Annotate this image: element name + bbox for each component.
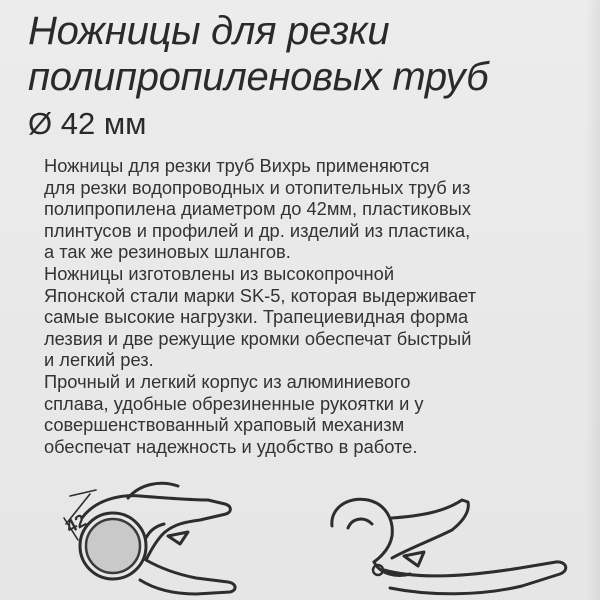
description-line: Прочный и легкий корпус из алюминиевого bbox=[44, 370, 411, 392]
cutter-with-pipe-drawing bbox=[64, 483, 235, 594]
pipe-cross-section bbox=[86, 519, 140, 573]
product-title bbox=[28, 8, 588, 144]
jaw-outline bbox=[332, 499, 392, 562]
description-line: полипропилена диаметром до 42мм, пластиковых bbox=[44, 198, 471, 220]
title-diameter: Ø 42 мм bbox=[28, 106, 147, 141]
description-line: лезвия и две режущие кромки обеспечат быстрый bbox=[44, 327, 472, 349]
description-text bbox=[44, 155, 594, 457]
description-line: сплава, удобные обрезиненные рукоятки и у bbox=[44, 392, 424, 414]
description-line: и легкий рез. bbox=[44, 349, 154, 371]
description-line: Японской стали марки SK-5, которая выдерживает bbox=[44, 284, 477, 306]
description-line: а так же резиновых шлангов. bbox=[44, 241, 291, 263]
lower-arm-outline bbox=[384, 562, 566, 594]
description-line: плинтусов и профилей и др. изделий из пластика, bbox=[44, 219, 471, 241]
open-cutter-drawing bbox=[332, 499, 566, 594]
upper-arm-outline bbox=[392, 500, 468, 558]
description-line: самые высокие нагрузки. Трапециевидная форма bbox=[44, 306, 469, 328]
lower-handle-outline bbox=[140, 560, 235, 594]
title-line-2: полипропиленовых труб bbox=[28, 55, 489, 99]
description-line: совершенствованный храповый механизм bbox=[44, 414, 405, 436]
dimension-label: 42 bbox=[62, 509, 90, 538]
description-line: Ножницы изготовлены из высокопрочной bbox=[44, 262, 395, 284]
title-line-1: Ножницы для резки bbox=[28, 9, 390, 53]
description-line: для резки водопроводных и отопительных труб из bbox=[44, 176, 471, 198]
description-line: обеспечат надежность и удобство в работе. bbox=[44, 435, 418, 457]
cutter-illustration bbox=[0, 478, 600, 600]
description-line: Ножницы для резки труб Вихрь применяются bbox=[44, 155, 430, 176]
